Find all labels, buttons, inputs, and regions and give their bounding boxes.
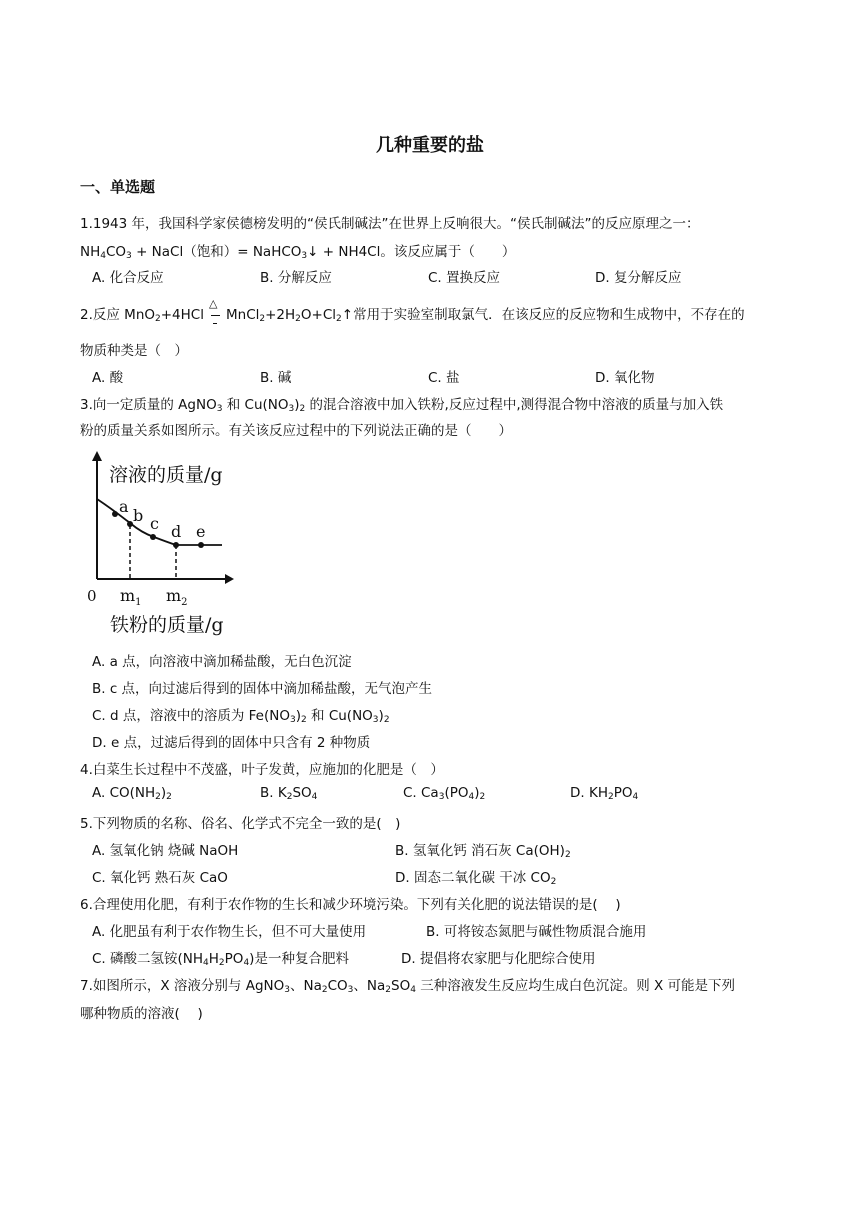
q3-option-a[interactable]: A. a 点，向溶液中滴加稀盐酸，无白色沉淀	[92, 654, 352, 670]
q2-stem-line1: 2.反应 MnO$_2$+4HCl △ $MnCl_2+2H_2O+Cl_2↑$常用于实验室制取氯气．在该反应的反应物和生成物中，不存在的	[80, 297, 745, 324]
page-title: 几种重要的盐	[376, 135, 484, 156]
x-axis-label: 铁粉的质量/g	[110, 614, 224, 636]
q6-stem: 6.合理使用化肥，有利于农作物的生长和减少环境污染。下列有关化肥的说法错误的是( )	[80, 897, 621, 913]
q3-option-d[interactable]: D. e 点，过滤后得到的固体中只含有 2 种物质	[92, 735, 371, 751]
q6-option-d[interactable]: D. 提倡将农家肥与化肥综合使用	[401, 951, 596, 967]
section-heading: 一、单选题	[80, 178, 156, 196]
q3-option-c[interactable]: C. d 点，溶液中的溶质为 $Fe(NO_3)_2$ 和 $Cu(NO_3)_2$	[92, 708, 390, 725]
q3-stem-line1: 3.向一定质量的 AgNO$_3$ 和 $Cu(NO_3)_2$ 的混合溶液中加入铁粉,反应过程中,测得混合物中溶液的质量与加入铁	[80, 397, 724, 414]
origin-label: 0	[87, 587, 97, 605]
q5-option-c[interactable]: C. 氧化钙 熟石灰 CaO	[92, 870, 228, 886]
q1-option-a[interactable]: A. 化合反应	[92, 270, 164, 286]
point-e	[198, 542, 204, 548]
q4-option-c[interactable]: C. $Ca_3(PO_4)_2$	[403, 785, 486, 802]
q5-option-b[interactable]: B. 氢氧化钙 消石灰 $Ca(OH)_2$	[395, 843, 571, 860]
q4-option-b[interactable]: B. $K_2SO_4$	[260, 785, 318, 802]
y-axis-label: 溶液的质量/g	[109, 464, 223, 486]
q4-stem: 4.白菜生长过程中不茂盛，叶子发黄，应施加的化肥是（ ）	[80, 762, 444, 778]
q3-graph	[82, 445, 242, 640]
q6-option-c[interactable]: C. 磷酸二氢铵$(NH_4H_2PO_4)$是一种复合肥料	[92, 951, 349, 968]
point-a-label: a	[119, 497, 129, 516]
delta-icon: △	[208, 297, 218, 310]
q3-stem-line2: 粉的质量关系如图所示。有关该反应过程中的下列说法正确的是（ ）	[80, 423, 512, 439]
point-b-label: b	[133, 506, 144, 525]
q4-option-a[interactable]: A. $CO(NH_2)_2$	[92, 785, 172, 802]
q2-option-b[interactable]: B. 碱	[260, 370, 292, 386]
q2-stem-line2: 物质种类是（ ）	[80, 343, 188, 359]
q7-stem-line1: 7.如图所示，X 溶液分别与 AgNO$_3$、$Na_2CO_3$、$Na_2SO_4$ 三种溶液发生反应均生成白色沉淀。则 X 可能是下列	[80, 978, 736, 995]
q1-stem-line2: $NH_4CO_3$ + NaCl（饱和）= NaHCO$_3$↓ + NH4Cl。该反应属于（ ）	[80, 244, 516, 261]
m1-label: $m_1$	[120, 586, 142, 608]
q2-option-d[interactable]: D. 氧化物	[595, 370, 655, 386]
q1-option-d[interactable]: D. 复分解反应	[595, 270, 682, 286]
point-e-label: e	[196, 522, 206, 541]
q4-option-d[interactable]: D. $KH_2PO_4$	[570, 785, 639, 802]
q5-option-d[interactable]: D. 固态二氧化碳 干冰 $CO_2$	[395, 870, 557, 887]
point-d	[173, 542, 179, 548]
q5-option-a[interactable]: A. 氢氧化钠 烧碱 NaOH	[92, 843, 239, 859]
q1-stem-line1: 1.1943 年，我国科学家侯德榜发明的“侯氏制碱法”在世界上反响很大。“侯氏制碱法”的反应原理之一：	[80, 216, 700, 232]
point-c-label: c	[150, 514, 159, 533]
q2-option-c[interactable]: C. 盐	[428, 370, 460, 386]
q7-stem-line2: 哪种物质的溶液( )	[80, 1006, 203, 1022]
q5-stem: 5.下列物质的名称、俗名、化学式不完全一致的是( )	[80, 816, 401, 832]
x-axis-arrow-icon	[225, 574, 234, 584]
y-axis-arrow-icon	[92, 451, 102, 461]
point-a	[112, 511, 118, 517]
q3-option-b[interactable]: B. c 点，向过滤后得到的固体中滴加稀盐酸，无气泡产生	[92, 681, 433, 697]
q2-option-a[interactable]: A. 酸	[92, 370, 124, 386]
point-d-label: d	[171, 522, 182, 541]
q6-option-b[interactable]: B. 可将铵态氮肥与碱性物质混合施用	[426, 924, 647, 940]
m2-label: $m_2$	[166, 586, 188, 608]
q1-option-c[interactable]: C. 置换反应	[428, 270, 501, 286]
q6-option-a[interactable]: A. 化肥虽有利于农作物生长，但不可大量使用	[92, 924, 367, 940]
q1-option-b[interactable]: B. 分解反应	[260, 270, 332, 286]
point-c	[150, 534, 156, 540]
